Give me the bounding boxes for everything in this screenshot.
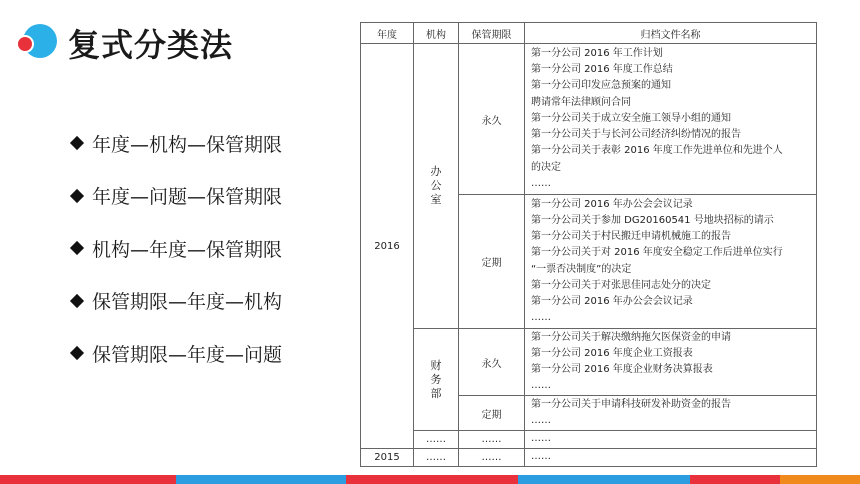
file-item: 聘请常年法律顾问合同 bbox=[531, 96, 631, 108]
diamond-bullet-icon bbox=[70, 346, 84, 360]
file-item: 第一分公司 2016 年度企业工资报表 bbox=[531, 347, 693, 359]
page-title: 复式分类法 bbox=[68, 26, 234, 64]
files-2015: …… bbox=[525, 449, 817, 467]
bullet-item bbox=[72, 235, 332, 261]
file-item: 第一分公司 2016 年度工作总结 bbox=[531, 64, 673, 76]
archive-table bbox=[360, 22, 817, 467]
bullet-text: 机构—年度—保管期限 bbox=[92, 238, 283, 261]
file-item: “一票否决制度”的决定 bbox=[531, 263, 632, 275]
file-item: 第一分公司关于对张思佳同志处分的决定 bbox=[531, 279, 711, 291]
header-year: 年度 bbox=[361, 23, 414, 44]
org-cell-office bbox=[414, 44, 459, 329]
file-item: 第一分公司印发应急预案的通知 bbox=[531, 80, 671, 92]
file-item: 第一分公司关于解决缴纳拖欠医保资金的申请 bbox=[531, 331, 731, 343]
bar-segment bbox=[176, 475, 346, 484]
header-period: 保管期限 bbox=[459, 23, 525, 44]
bar-segment bbox=[690, 475, 780, 484]
file-item: …… bbox=[531, 312, 551, 324]
logo-red-circle bbox=[17, 36, 33, 52]
table-row bbox=[361, 449, 817, 467]
period-cell-more: …… bbox=[459, 431, 525, 449]
year-cell-2015: 2015 bbox=[361, 449, 414, 467]
bullet-item bbox=[72, 340, 332, 366]
files-finance-fixed bbox=[525, 396, 817, 431]
bar-segment bbox=[518, 475, 690, 484]
table-row bbox=[361, 44, 817, 195]
org-cell-more: …… bbox=[414, 431, 459, 449]
bullet-text: 保管期限—年度—问题 bbox=[92, 343, 283, 366]
file-item: 第一分公司关于成立安全施工领导小组的通知 bbox=[531, 112, 731, 124]
bullet-item bbox=[72, 183, 332, 209]
file-item: 第一分公司 2016 年度企业财务决算报表 bbox=[531, 364, 713, 375]
file-item: 第一分公司关于对 2016 年度安全稳定工作后进单位实行 bbox=[531, 247, 783, 259]
org-cell-finance bbox=[414, 329, 459, 431]
period-cell-finance-fixed: 定期 bbox=[459, 396, 525, 431]
bullet-item bbox=[72, 288, 332, 314]
org-cell-2015: …… bbox=[414, 449, 459, 467]
bullet-text: 年度—机构—保管期限 bbox=[92, 133, 283, 156]
files-office-perm bbox=[525, 44, 817, 195]
year-cell-2016: 2016 bbox=[361, 44, 414, 449]
table-row bbox=[361, 329, 817, 396]
org-office-label: 办公室 bbox=[430, 165, 442, 206]
header-org: 机构 bbox=[414, 23, 459, 44]
file-item: 第一分公司关于参加 DG20160541 号地块招标的请示 bbox=[531, 214, 774, 226]
period-cell-office-perm: 永久 bbox=[459, 44, 525, 195]
table-header-row bbox=[361, 23, 817, 44]
file-item: …… bbox=[531, 415, 551, 426]
bullet-list bbox=[72, 130, 332, 393]
file-item: 第一分公司关于表彰 2016 年度工作先进单位和先进个人 bbox=[531, 145, 783, 157]
file-item: 第一分公司 2016 年办公会会议记录 bbox=[531, 198, 693, 210]
file-item: …… bbox=[531, 380, 551, 392]
period-cell-2015: …… bbox=[459, 449, 525, 467]
archive-table-container bbox=[360, 22, 816, 466]
period-cell-office-fixed: 定期 bbox=[459, 195, 525, 329]
file-item: 第一分公司关于与长河公司经济纠纷情况的报告 bbox=[531, 129, 741, 141]
files-office-fixed bbox=[525, 195, 817, 329]
bar-segment bbox=[0, 475, 176, 484]
file-item: …… bbox=[531, 177, 551, 189]
logo-icon bbox=[14, 20, 58, 62]
bullet-item bbox=[72, 130, 332, 156]
diamond-bullet-icon bbox=[70, 136, 84, 150]
bar-segment bbox=[346, 475, 518, 484]
bottom-color-bar bbox=[0, 475, 860, 484]
file-item: 的决定 bbox=[531, 161, 561, 173]
org-finance-label: 财务部 bbox=[430, 358, 442, 400]
diamond-bullet-icon bbox=[70, 241, 84, 255]
file-item: 第一分公司 2016 年工作计划 bbox=[531, 48, 663, 60]
period-cell-finance-perm: 永久 bbox=[459, 329, 525, 396]
table-row bbox=[361, 431, 817, 449]
header-file-names: 归档文件名称 bbox=[525, 23, 817, 44]
bullet-text: 保管期限—年度—机构 bbox=[92, 291, 283, 313]
file-item: 第一分公司关于村民搬迁申请机械施工的报告 bbox=[531, 231, 731, 243]
file-item: 第一分公司 2016 年办公会会议记录 bbox=[531, 295, 693, 307]
diamond-bullet-icon bbox=[70, 293, 84, 307]
bullet-text: 年度—问题—保管期限 bbox=[92, 186, 283, 208]
bar-segment bbox=[780, 475, 860, 484]
files-finance-perm bbox=[525, 329, 817, 396]
diamond-bullet-icon bbox=[70, 188, 84, 202]
files-more: …… bbox=[525, 431, 817, 449]
file-item: 第一分公司关于申请科技研发补助资金的报告 bbox=[531, 398, 731, 410]
